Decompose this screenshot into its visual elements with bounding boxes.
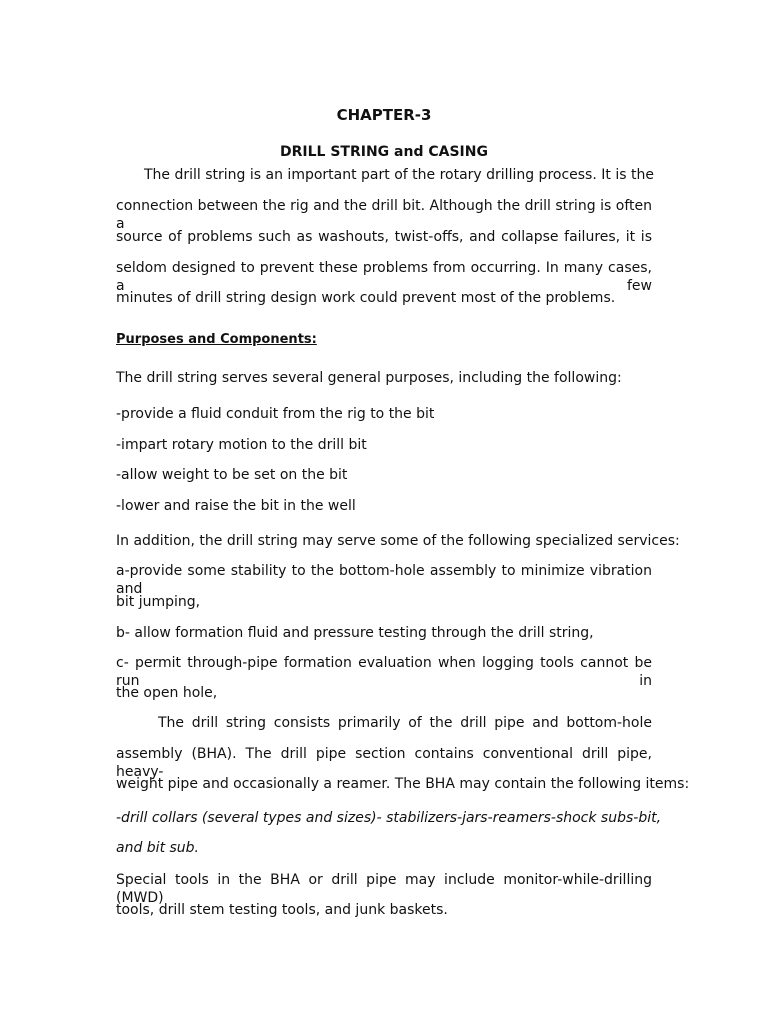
specialized-line-4: c- permit through-pipe formation evaluation when logging tools cannot be run in [116, 655, 652, 689]
intro-line-4: seldom designed to prevent these problems from occurring. In many cases, a few [116, 260, 652, 294]
specialized-line-1: a-provide some stability to the bottom-hole assembly to minimize vibration and [116, 563, 652, 597]
components-line-3: weight pipe and occasionally a reamer. The BHA may contain the following items: [116, 776, 690, 792]
bha-items-line-1: -drill collars (several types and sizes)- stabilizers-jars-reamers-shock subs-bit, [116, 810, 662, 826]
purpose-item-1: -provide a fluid conduit from the rig to the bit [116, 406, 435, 422]
specialized-lead: In addition, the drill string may serve some of the following specialized services: [116, 533, 680, 549]
specialized-line-5: the open hole, [116, 685, 218, 701]
chapter-title: DRILL STRING and CASING [280, 144, 488, 160]
chapter-label: CHAPTER-3 [336, 106, 432, 124]
intro-line-2: connection between the rig and the drill bit. Although the drill string is often a [116, 198, 652, 232]
specialized-line-2: bit jumping, [116, 594, 201, 610]
specialized-line-3: b- allow formation fluid and pressure testing through the drill string, [116, 625, 594, 641]
purpose-item-3: -allow weight to be set on the bit [116, 467, 348, 483]
bha-items-line-2: and bit sub. [116, 840, 200, 856]
intro-line-5: minutes of drill string design work could prevent most of the problems. [116, 290, 616, 306]
special-tools-line-1: Special tools in the BHA or drill pipe may include monitor-while-drilling (MWD) [116, 872, 652, 906]
components-line-1: The drill string consists primarily of the drill pipe and bottom-hole [158, 715, 652, 731]
intro-line-3: source of problems such as washouts, twist-offs, and collapse failures, it is [116, 229, 652, 245]
special-tools-line-2: tools, drill stem testing tools, and junk baskets. [116, 902, 448, 918]
purposes-lead: The drill string serves several general purposes, including the following: [116, 370, 622, 386]
section-heading: Purposes and Components: [116, 332, 317, 347]
intro-line-1: The drill string is an important part of the rotary drilling process. It is the [144, 167, 654, 183]
purpose-item-2: -impart rotary motion to the drill bit [116, 437, 367, 453]
purpose-item-4: -lower and raise the bit in the well [116, 498, 356, 514]
components-line-2: assembly (BHA). The drill pipe section contains conventional drill pipe, heavy- [116, 746, 652, 780]
